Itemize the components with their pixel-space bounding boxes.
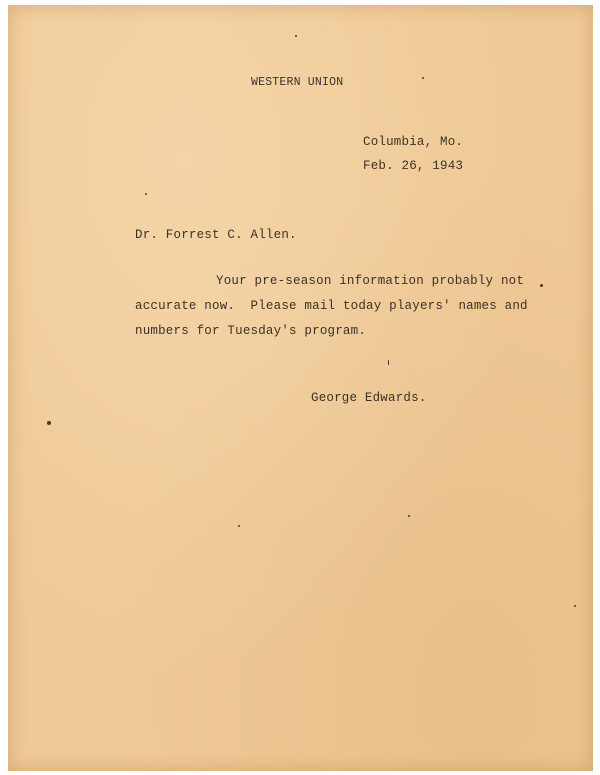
sender-location: Columbia, Mo. [363,135,464,149]
paper-speck [388,360,389,365]
signature: George Edwards. [311,391,427,405]
paper-speck [408,515,410,517]
addressee: Dr. Forrest C. Allen. [135,228,297,242]
paper-speck [145,193,147,195]
body-line-3: numbers for Tuesday's program. [135,324,367,338]
paper-speck [47,421,51,425]
paper-speck [574,605,576,607]
paper-speck [295,35,297,37]
telegram-page [8,5,593,771]
letterhead-title: WESTERN UNION [251,76,344,89]
paper-speck [540,284,543,287]
paper-speck [422,77,424,79]
letter-date: Feb. 26, 1943 [363,159,464,173]
paper-speck [238,525,240,527]
body-line-2: accurate now. Please mail today players' names and [135,299,528,313]
body-line-1: Your pre-season information probably not [216,274,525,288]
